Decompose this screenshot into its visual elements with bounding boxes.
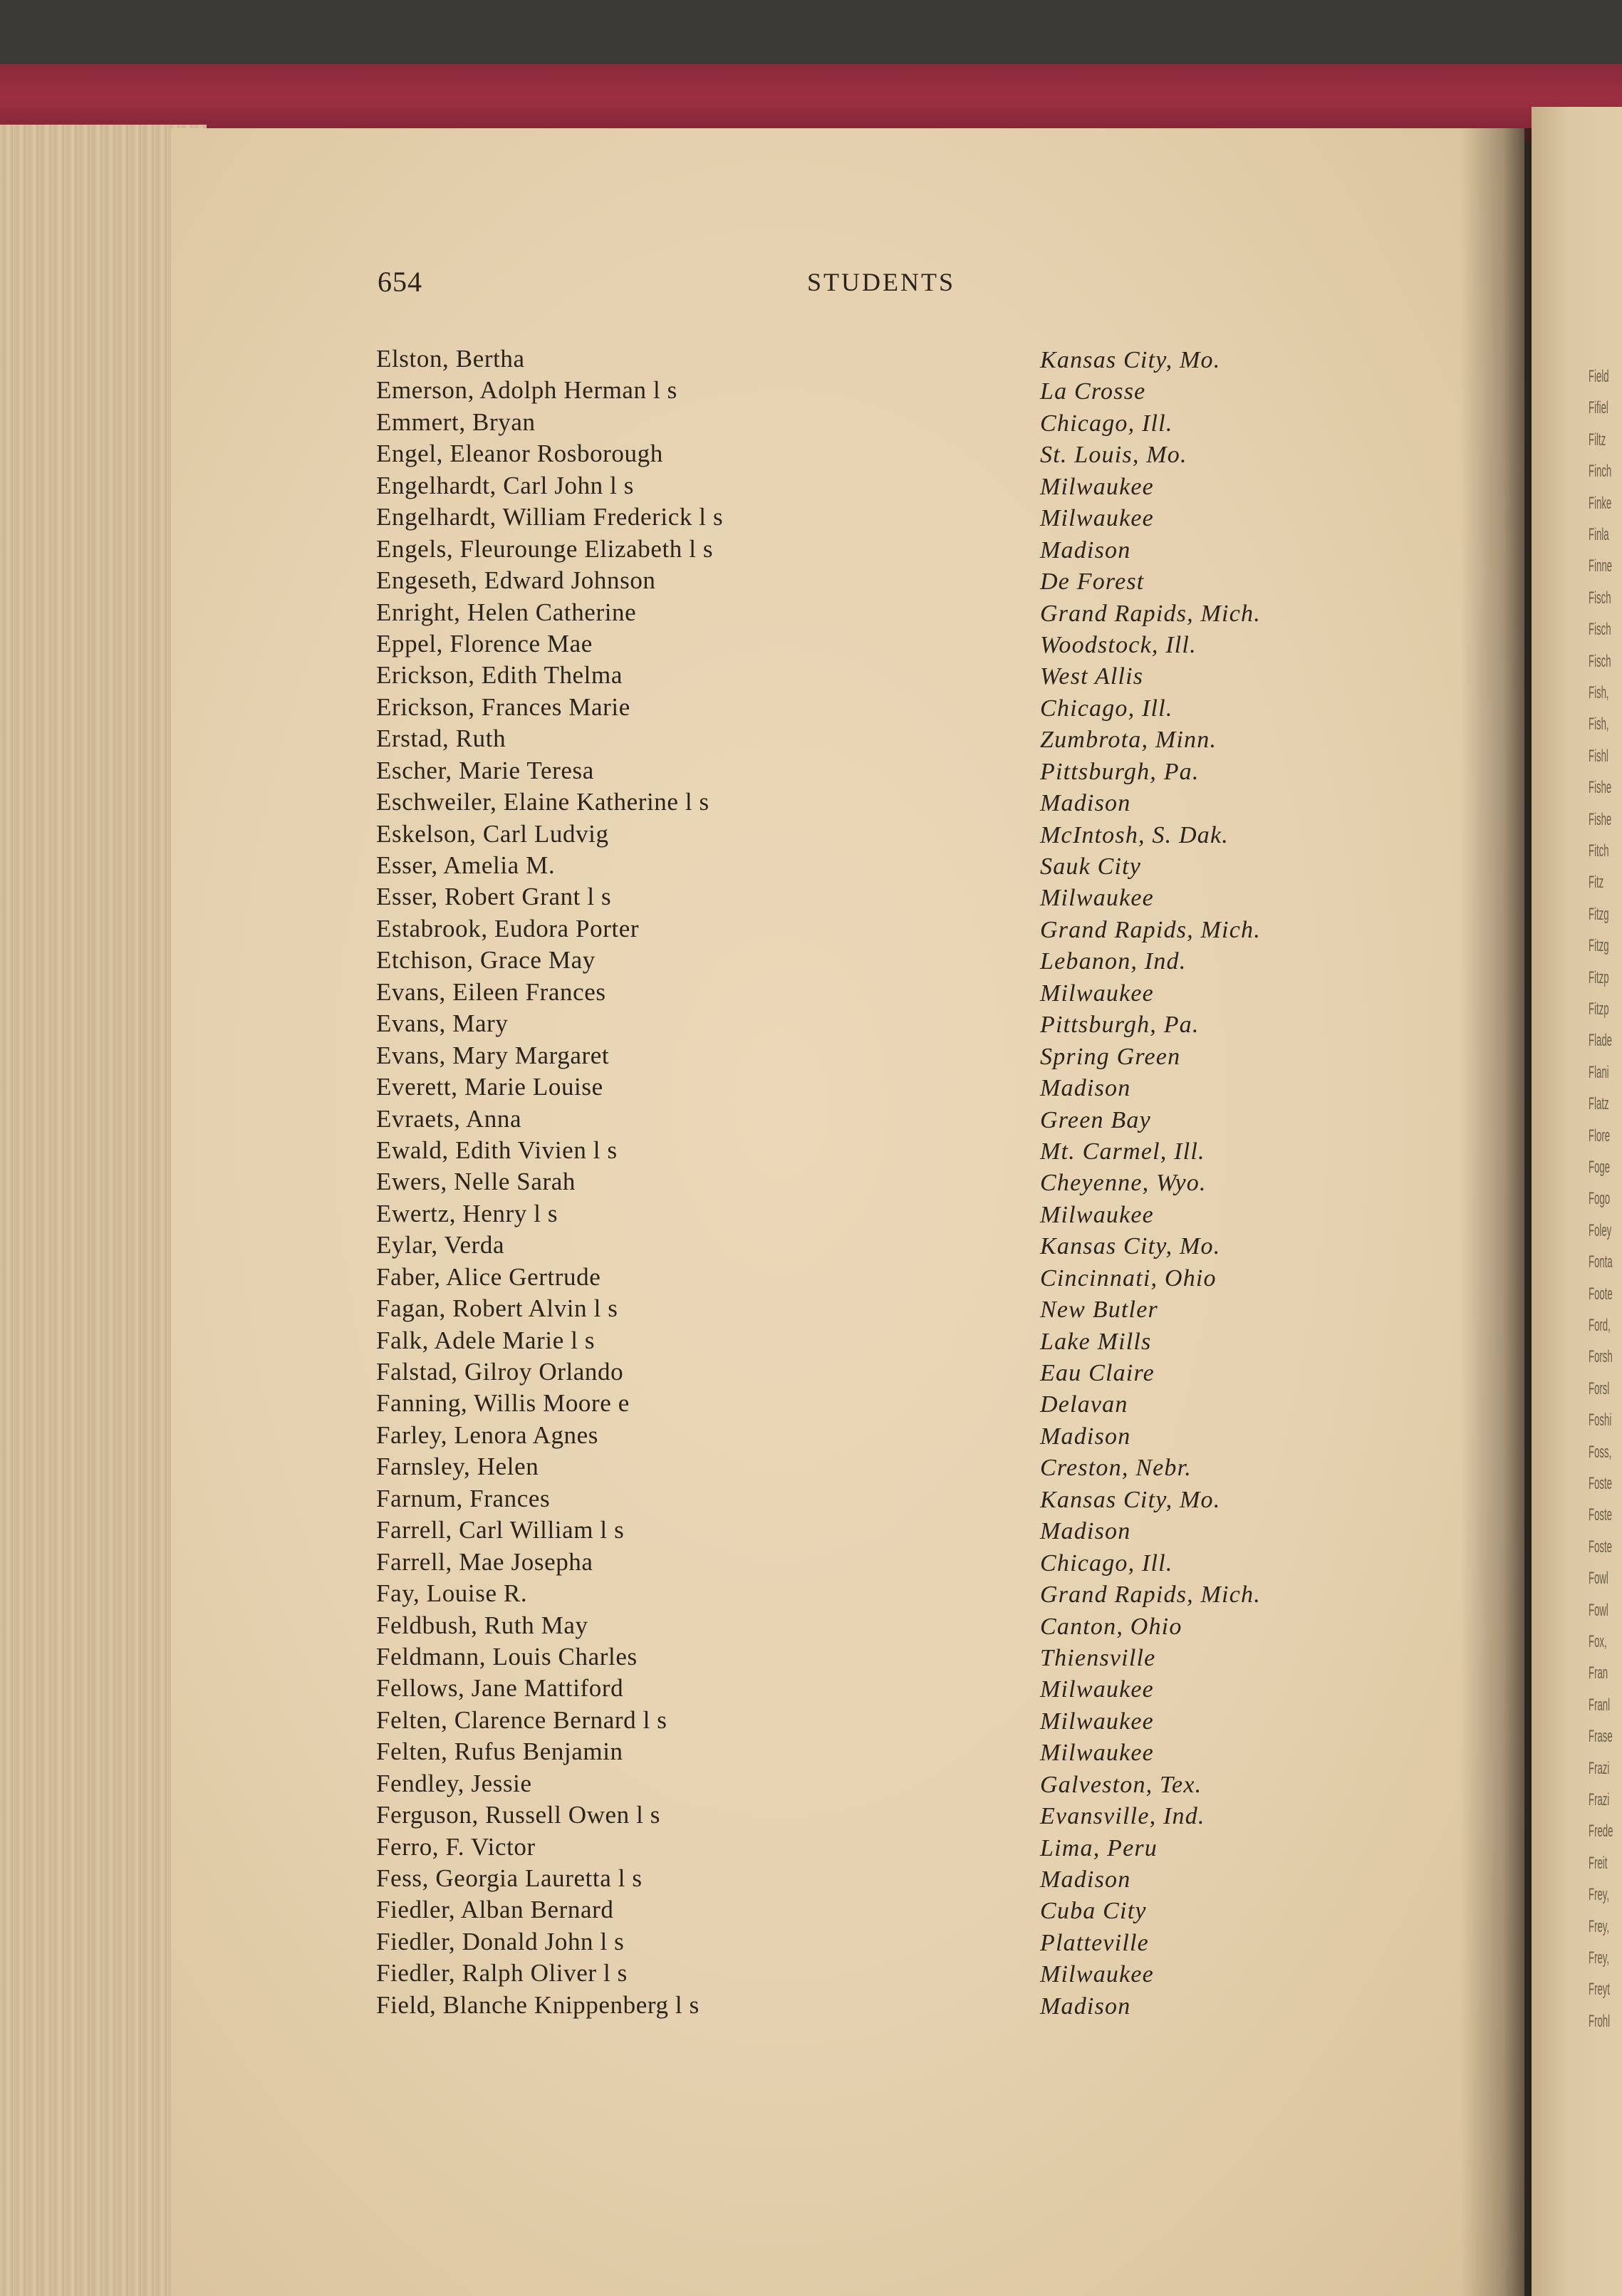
facing-page-fragment: Fitzg	[1589, 904, 1609, 924]
student-name: Ewald, Edith Vivien l s	[376, 1136, 618, 1164]
facing-page-fragment: Fowl	[1589, 1600, 1608, 1620]
student-hometown: Madison	[1040, 1518, 1131, 1545]
student-hometown: Milwaukee	[1040, 1708, 1154, 1735]
student-entry	[376, 786, 1409, 818]
student-name: Evans, Mary Margaret	[376, 1041, 610, 1069]
facing-page-fragment: Flani	[1589, 1062, 1609, 1082]
facing-page-fragment: Fisch	[1589, 588, 1611, 608]
student-hometown: Pittsburgh, Pa.	[1040, 1012, 1200, 1039]
student-entry	[376, 1863, 1409, 1894]
student-hometown: Chicago, Ill.	[1040, 410, 1173, 437]
facing-page-fragment: Fish,	[1589, 683, 1609, 702]
facing-page-fragment: Finch	[1589, 462, 1612, 482]
student-entry	[376, 1103, 1409, 1135]
student-name: Esser, Robert Grant l s	[376, 883, 612, 911]
facing-page-fragment: Fisch	[1589, 651, 1611, 671]
student-hometown: West Allis	[1040, 663, 1144, 690]
student-name: Eppel, Florence Mae	[376, 629, 593, 658]
facing-page-fragment: Filtz	[1589, 430, 1606, 450]
student-name: Farley, Lenora Agnes	[376, 1420, 598, 1449]
student-name: Farnsley, Helen	[376, 1453, 539, 1481]
page-title: STUDENTS	[807, 268, 956, 296]
student-name: Estabrook, Eudora Porter	[376, 914, 640, 942]
student-entry	[376, 1008, 1409, 1039]
student-name: Feldmann, Louis Charles	[376, 1642, 638, 1671]
student-hometown: Pittsburgh, Pa.	[1040, 758, 1200, 785]
student-entry	[376, 1610, 1409, 1641]
student-name: Emmert, Bryan	[376, 407, 536, 436]
student-hometown: Chicago, Ill.	[1040, 695, 1173, 722]
facing-page-fragment: Finke	[1589, 493, 1612, 513]
student-name: Fiedler, Alban Bernard	[376, 1896, 614, 1924]
student-name: Fiedler, Donald John l s	[376, 1927, 625, 1955]
student-hometown: La Crosse	[1040, 378, 1146, 405]
student-name: Farnum, Frances	[376, 1484, 551, 1512]
student-hometown: Creston, Nebr.	[1040, 1455, 1192, 1482]
student-hometown: Galveston, Tex.	[1040, 1771, 1202, 1798]
facing-page-fragment: Fishe	[1589, 778, 1612, 798]
student-hometown: Cuba City	[1040, 1898, 1147, 1925]
student-entry	[376, 1420, 1409, 1451]
student-name: Evraets, Anna	[376, 1104, 522, 1133]
facing-page-fragment: Fitzp	[1589, 967, 1609, 987]
facing-page-fragment: Frede	[1589, 1822, 1613, 1842]
student-entry	[376, 1547, 1409, 1578]
student-entry	[376, 502, 1409, 533]
facing-page-fragment: Foge	[1589, 1158, 1611, 1177]
facing-page-fragment: Foste	[1589, 1474, 1613, 1493]
page-number: 654	[378, 266, 422, 298]
student-entry	[376, 1356, 1409, 1388]
student-name: Fess, Georgia Lauretta l s	[376, 1864, 643, 1892]
student-entry	[376, 1198, 1409, 1230]
student-entry	[376, 628, 1409, 660]
student-entry	[376, 819, 1409, 850]
student-list	[376, 343, 1409, 2021]
facing-page-fragment: Ford,	[1589, 1316, 1611, 1335]
student-name: Felten, Rufus Benjamin	[376, 1737, 623, 1766]
student-name: Etchison, Grace May	[376, 946, 596, 975]
facing-page-fragment: Frazi	[1589, 1790, 1610, 1809]
student-entry	[376, 1799, 1409, 1831]
student-name: Farrell, Mae Josepha	[376, 1547, 593, 1576]
student-hometown: Milwaukee	[1040, 505, 1154, 532]
student-entry	[376, 1135, 1409, 1166]
student-hometown: Cincinnati, Ohio	[1040, 1264, 1217, 1292]
student-entry	[376, 1705, 1409, 1736]
facing-page-fragment: Fifiel	[1589, 398, 1608, 418]
student-name: Eschweiler, Elaine Katherine l s	[376, 788, 709, 816]
student-entry	[376, 597, 1409, 628]
student-name: Fanning, Willis Moore e	[376, 1389, 630, 1418]
student-entry	[376, 565, 1409, 596]
student-name: Ferguson, Russell Owen l s	[376, 1801, 660, 1829]
student-hometown: Kansas City, Mo.	[1040, 347, 1221, 373]
student-hometown: Eau Claire	[1040, 1360, 1155, 1386]
student-name: Engelhardt, William Frederick l s	[376, 503, 724, 531]
student-entry	[376, 1832, 1409, 1863]
student-name: Fagan, Robert Alvin l s	[376, 1294, 618, 1323]
facing-page-fragment: Forsh	[1589, 1347, 1613, 1367]
facing-page-fragment: Fish,	[1589, 715, 1609, 734]
student-hometown: Woodstock, Ill.	[1040, 631, 1197, 658]
student-hometown: Grand Rapids, Mich.	[1040, 1581, 1261, 1609]
student-entry	[376, 343, 1409, 375]
facing-page-fragment: Flade	[1589, 1031, 1613, 1051]
student-entry	[376, 1578, 1409, 1609]
student-hometown: Delavan	[1040, 1391, 1128, 1418]
facing-page-fragment: Fowl	[1589, 1569, 1608, 1589]
student-entry	[376, 660, 1409, 691]
facing-page-fragment: Frey,	[1589, 1916, 1610, 1936]
facing-page-fragment: Freyt	[1589, 1980, 1611, 2000]
student-hometown: Milwaukee	[1040, 473, 1154, 500]
student-entry	[376, 755, 1409, 786]
facing-page-fragment: Flore	[1589, 1126, 1611, 1146]
student-name: Fellows, Jane Mattiford	[376, 1674, 624, 1703]
student-name: Falk, Adele Marie l s	[376, 1326, 596, 1354]
student-name: Erstad, Ruth	[376, 724, 506, 753]
student-hometown: Madison	[1040, 1866, 1131, 1893]
facing-page-fragment: Frey,	[1589, 1948, 1610, 1968]
student-entry	[376, 1230, 1409, 1261]
facing-page-fragment: Fisch	[1589, 620, 1611, 640]
student-hometown: Milwaukee	[1040, 1201, 1154, 1228]
student-entry	[376, 1736, 1409, 1767]
student-name: Feldbush, Ruth May	[376, 1611, 588, 1639]
facing-page-fragment: Finla	[1589, 525, 1609, 544]
student-name: Fiedler, Ralph Oliver l s	[376, 1959, 628, 1988]
facing-page-fragment: Frazi	[1589, 1758, 1610, 1778]
student-entry	[376, 692, 1409, 723]
student-entry	[376, 1926, 1409, 1958]
facing-page	[1532, 107, 1622, 2296]
student-hometown: Madison	[1040, 1423, 1131, 1450]
student-hometown: Zumbrota, Minn.	[1040, 727, 1217, 754]
student-name: Fay, Louise R.	[376, 1579, 528, 1608]
student-name: Evans, Eileen Frances	[376, 977, 606, 1006]
student-name: Eylar, Verda	[376, 1231, 505, 1259]
student-hometown: Spring Green	[1040, 1043, 1181, 1070]
facing-page-fragment: Fonta	[1589, 1252, 1613, 1272]
student-hometown: Grand Rapids, Mich.	[1040, 600, 1261, 627]
student-entry	[376, 1451, 1409, 1482]
student-entry	[376, 1990, 1409, 2021]
facing-page-fragment: Frey,	[1589, 1885, 1610, 1905]
student-hometown: Milwaukee	[1040, 885, 1154, 912]
student-hometown: Green Bay	[1040, 1106, 1151, 1133]
student-name: Ewers, Nelle Sarah	[376, 1168, 576, 1196]
student-hometown: Lebanon, Ind.	[1040, 948, 1187, 975]
student-name: Erickson, Edith Thelma	[376, 661, 623, 690]
student-name: Emerson, Adolph Herman l s	[376, 376, 677, 405]
facing-page-fragment: Field	[1589, 367, 1609, 386]
student-entry	[376, 1071, 1409, 1103]
student-hometown: Lima, Peru	[1040, 1834, 1158, 1861]
student-hometown: Lake Mills	[1040, 1328, 1152, 1355]
student-entry	[376, 1673, 1409, 1704]
facing-page-fragment: Fishl	[1589, 746, 1608, 766]
student-name: Engel, Eleanor Rosborough	[376, 440, 663, 468]
student-name: Felten, Clarence Bernard l s	[376, 1705, 667, 1734]
student-hometown: Thiensville	[1040, 1644, 1156, 1671]
student-entry	[376, 407, 1409, 438]
student-entry	[376, 1641, 1409, 1673]
facing-page-fragment: Frohl	[1589, 2011, 1611, 2031]
student-entry	[376, 977, 1409, 1008]
student-entry	[376, 913, 1409, 945]
facing-page-fragment: Fitzg	[1589, 936, 1609, 956]
student-entry	[376, 1388, 1409, 1419]
facing-page-fragment: Fox,	[1589, 1632, 1607, 1651]
student-entry	[376, 1958, 1409, 1989]
student-hometown: McIntosh, S. Dak.	[1040, 821, 1229, 848]
student-hometown: Madison	[1040, 536, 1131, 563]
facing-page-fragment: Fran	[1589, 1663, 1608, 1683]
student-hometown: Chicago, Ill.	[1040, 1549, 1173, 1576]
student-name: Elston, Bertha	[376, 345, 525, 373]
facing-page-fragment: Forsl	[1589, 1378, 1610, 1398]
facing-page-fragment: Foss,	[1589, 1442, 1612, 1462]
student-hometown: Milwaukee	[1040, 980, 1154, 1007]
facing-page-fragment: Foley	[1589, 1220, 1612, 1240]
student-hometown: Cheyenne, Wyo.	[1040, 1170, 1207, 1197]
student-name: Ferro, F. Victor	[376, 1832, 536, 1861]
student-name: Escher, Marie Teresa	[376, 756, 594, 784]
student-name: Faber, Alice Gertrude	[376, 1262, 601, 1291]
student-hometown: Milwaukee	[1040, 1676, 1154, 1703]
student-hometown: Milwaukee	[1040, 1740, 1154, 1767]
student-hometown: Grand Rapids, Mich.	[1040, 916, 1261, 943]
student-hometown: Sauk City	[1040, 853, 1142, 880]
student-hometown: Madison	[1040, 790, 1131, 817]
student-entry	[376, 1040, 1409, 1071]
page-gutter-shadow	[1460, 128, 1539, 2296]
facing-page-fragment: Foste	[1589, 1505, 1613, 1525]
student-name: Eskelson, Carl Ludvig	[376, 819, 609, 848]
student-name: Ewertz, Henry l s	[376, 1199, 558, 1227]
student-entry	[376, 470, 1409, 502]
student-entry	[376, 1325, 1409, 1356]
facing-page-fragment: Fogo	[1589, 1189, 1611, 1209]
student-entry	[376, 723, 1409, 754]
student-name: Erickson, Frances Marie	[376, 692, 630, 721]
student-entry	[376, 1262, 1409, 1293]
student-name: Engeseth, Edward Johnson	[376, 566, 656, 595]
student-name: Field, Blanche Knippenberg l s	[376, 1990, 700, 2019]
student-hometown: Madison	[1040, 1075, 1131, 1102]
student-hometown: Evansville, Ind.	[1040, 1803, 1205, 1830]
student-entry	[376, 881, 1409, 913]
facing-page-fragment: Foote	[1589, 1284, 1613, 1304]
facing-page-fragment: Fitz	[1589, 873, 1604, 893]
student-name: Fendley, Jessie	[376, 1769, 532, 1797]
student-hometown: Canton, Ohio	[1040, 1613, 1182, 1640]
student-entry	[376, 1894, 1409, 1926]
student-entry	[376, 534, 1409, 565]
student-name: Evans, Mary	[376, 1009, 509, 1038]
student-hometown: St. Louis, Mo.	[1040, 442, 1187, 469]
student-entry	[376, 850, 1409, 881]
student-name: Falstad, Gilroy Orlando	[376, 1358, 624, 1386]
facing-page-fragment: Finne	[1589, 556, 1613, 576]
facing-page-fragment: Fitzp	[1589, 999, 1609, 1019]
student-hometown: Madison	[1040, 1993, 1131, 2020]
student-entry	[376, 1768, 1409, 1799]
facing-page-fragment: Foshi	[1589, 1411, 1612, 1430]
student-entry	[376, 438, 1409, 469]
facing-page-fragment: Foste	[1589, 1537, 1613, 1557]
student-entry	[376, 1166, 1409, 1198]
student-name: Enright, Helen Catherine	[376, 598, 637, 626]
facing-page-fragment: Fitch	[1589, 841, 1609, 861]
student-hometown: Milwaukee	[1040, 1961, 1154, 1988]
student-hometown: De Forest	[1040, 568, 1145, 596]
facing-page-fragment: Frase	[1589, 1727, 1613, 1747]
student-entry	[376, 945, 1409, 976]
student-entry	[376, 1515, 1409, 1546]
facing-page-fragment: Franl	[1589, 1695, 1611, 1715]
student-hometown: Platteville	[1040, 1929, 1149, 1956]
student-name: Everett, Marie Louise	[376, 1073, 603, 1101]
student-name: Engelhardt, Carl John l s	[376, 471, 635, 499]
student-name: Engels, Fleurounge Elizabeth l s	[376, 534, 714, 563]
facing-page-fragment: Fishe	[1589, 809, 1612, 829]
student-hometown: Kansas City, Mo.	[1040, 1486, 1221, 1513]
student-hometown: New Butler	[1040, 1297, 1158, 1324]
student-entry	[376, 1483, 1409, 1515]
student-name: Farrell, Carl William l s	[376, 1516, 625, 1544]
facing-page-fragment: Flatz	[1589, 1094, 1609, 1114]
student-hometown: Kansas City, Mo.	[1040, 1233, 1221, 1260]
student-hometown: Mt. Carmel, Ill.	[1040, 1138, 1205, 1165]
student-entry	[376, 375, 1409, 406]
student-name: Esser, Amelia M.	[376, 851, 556, 879]
facing-page-fragment: Freit	[1589, 1853, 1608, 1873]
student-entry	[376, 1293, 1409, 1324]
